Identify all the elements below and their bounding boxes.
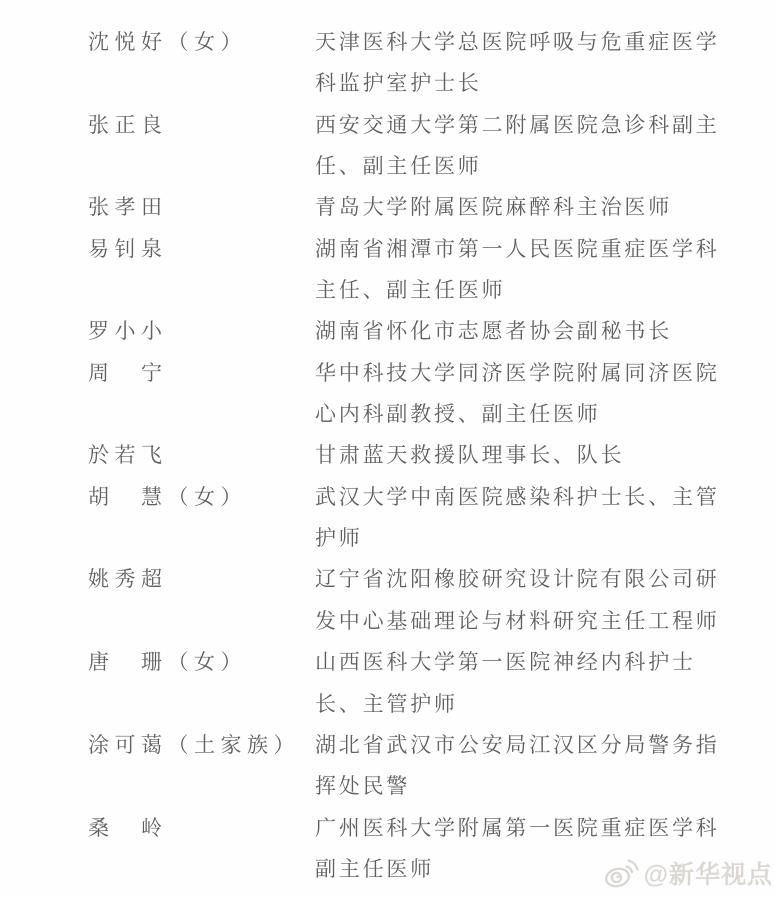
person-name: 张正良 [88, 112, 168, 137]
affiliation-line: 湖南省湘潭市第一人民医院重症医学科 [315, 236, 720, 261]
affiliation-line: 挥处民警 [315, 774, 411, 799]
affiliation-line: 广州医科大学附属第一医院重症医学科 [315, 815, 720, 840]
person-affiliation [315, 22, 775, 105]
affiliation-line: 辽宁省沈阳橡胶研究设计院有限公司研 [315, 567, 720, 592]
affiliation-line: 湖北省武汉市公安局江汉区分局警务指 [315, 732, 720, 757]
list-entry [88, 187, 775, 228]
list-entry [88, 105, 775, 188]
person-affiliation [315, 477, 775, 560]
person-name: 唐 珊（女） [88, 650, 247, 675]
list-entry [88, 642, 775, 725]
person-affiliation [315, 559, 775, 642]
affiliation-line: 副主任医师 [315, 856, 434, 881]
affiliation-line: 主任、副主任医师 [315, 278, 506, 303]
affiliation-line: 长、主管护师 [315, 691, 458, 716]
list-entry [88, 353, 775, 436]
person-name: 罗小小 [88, 319, 168, 344]
honor-roll-list [88, 22, 775, 890]
weibo-icon [603, 855, 639, 891]
affiliation-line: 西安交通大学第二附属医院急诊科副主 [315, 112, 720, 137]
person-name: 姚秀超 [88, 567, 168, 592]
person-affiliation [315, 105, 775, 188]
affiliation-line: 华中科技大学同济医学院附属同济医院 [315, 360, 720, 385]
person-name: 於若飞 [88, 443, 168, 468]
affiliation-line: 武汉大学中南医院感染科护士长、主管 [315, 484, 720, 509]
affiliation-line: 心内科副教授、副主任医师 [315, 402, 601, 427]
affiliation-line: 甘肃蓝天救援队理事长、队长 [315, 443, 625, 468]
person-affiliation [315, 435, 775, 476]
watermark [603, 855, 773, 891]
list-entry [88, 311, 775, 352]
list-entry [88, 559, 775, 642]
person-affiliation [315, 725, 775, 808]
affiliation-line: 天津医科大学总医院呼吸与危重症医学 [315, 30, 720, 54]
person-name: 胡 慧（女） [88, 484, 247, 509]
affiliation-line: 任、副主任医师 [315, 154, 482, 179]
affiliation-line: 科监护室护士长 [315, 71, 482, 96]
person-name: 易钊泉 [88, 236, 168, 261]
affiliation-line: 山西医科大学第一医院神经内科护士 [315, 650, 696, 675]
list-entry [88, 435, 775, 476]
list-entry [88, 725, 775, 808]
person-name: 涂可蔼（土家族） [88, 732, 300, 757]
person-name: 沈悦好（女） [88, 30, 247, 54]
watermark-text: @新华视点 [643, 861, 773, 889]
person-affiliation [315, 642, 775, 725]
list-entry [88, 229, 775, 312]
person-name: 周 宁 [88, 360, 168, 385]
person-affiliation [315, 353, 775, 436]
person-affiliation [315, 187, 775, 228]
person-name: 张孝田 [88, 195, 168, 220]
person-name: 桑 岭 [88, 815, 168, 840]
affiliation-line: 护师 [315, 526, 363, 551]
person-affiliation [315, 311, 775, 352]
list-entry [88, 477, 775, 560]
affiliation-line: 发中心基础理论与材料研究主任工程师 [315, 608, 720, 633]
person-affiliation [315, 229, 775, 312]
list-entry [88, 22, 775, 105]
affiliation-line: 青岛大学附属医院麻醉科主治医师 [315, 195, 672, 220]
affiliation-line: 湖南省怀化市志愿者协会副秘书长 [315, 319, 672, 344]
